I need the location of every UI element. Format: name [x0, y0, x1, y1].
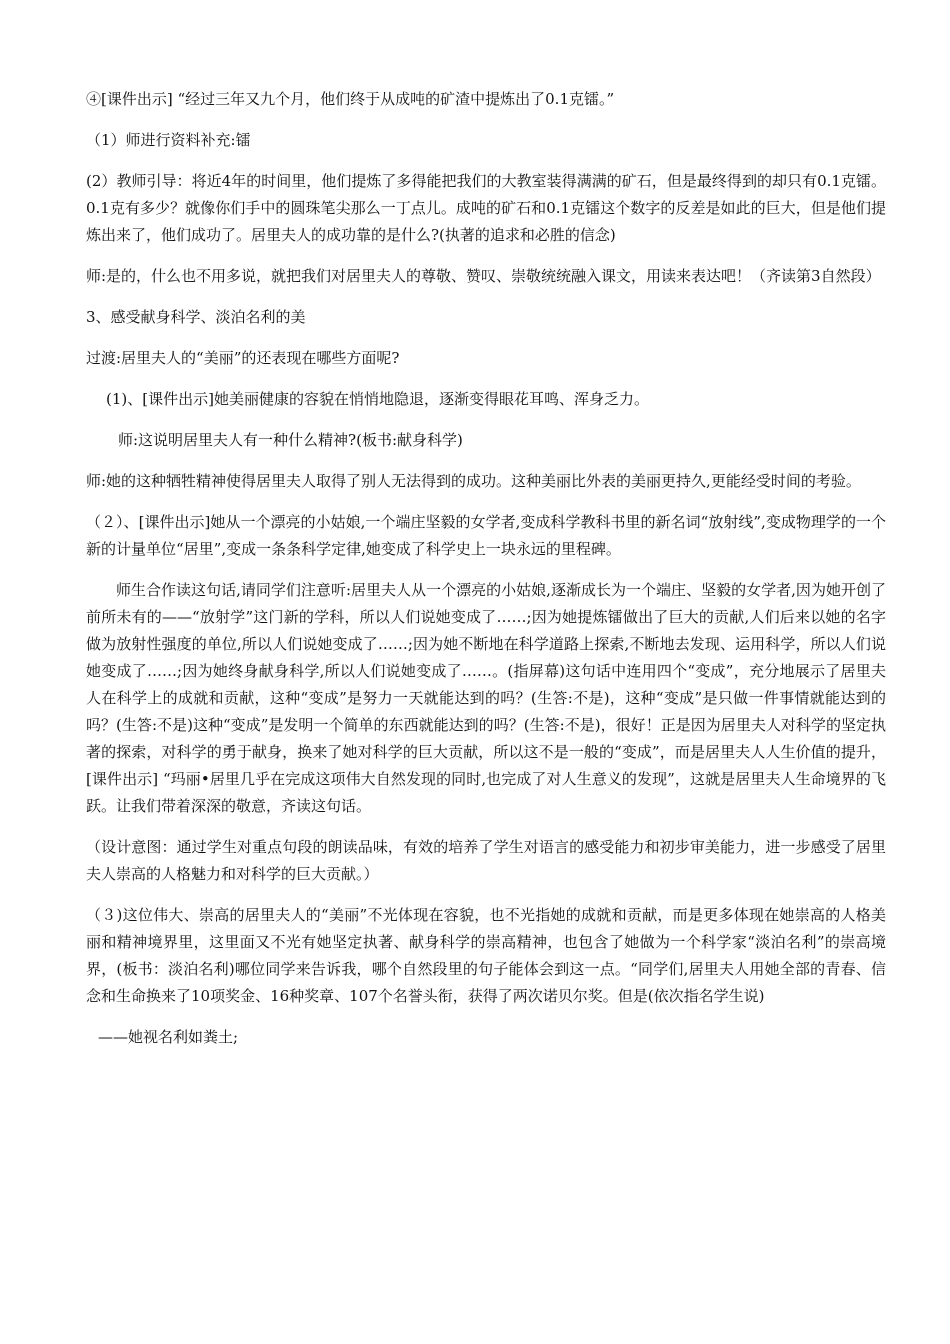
paragraph-courseware-radium: ④[课件出示] “经过三年又九个月，他们终于从成吨的矿渣中提炼出了0.1克镭。” [86, 90, 615, 108]
paragraph-fame-indifference: （３)这位伟大、崇高的居里夫人的“美丽”不光体现在容貌，也不光指她的成就和贡献，而是更多体现在她崇高的人格美丽和精神境界里，这里面又不光有她坚定执著、献身科学的崇高精神，也包含了她做为一个科学家“淡泊名利”的崇高境界，(板书：淡泊名利)哪位同学来告诉我，哪个自然段里的句子能体会到这一点。“同学们,居里夫人用她全部的青春、信念和生命换来了10项奖金、16种奖章、107个名誉头衔，获得了两次诺贝尔奖。但是(依次指名学生说) [86, 906, 886, 1005]
section-heading-dedication: 3、感受献身科学、淡泊名利的美 [86, 308, 306, 326]
paragraph-sacrifice: 师:她的这种牺牲精神使得居里夫人取得了别人无法得到的成功。这种美丽比外表的美丽更持久,更能经受时间的考验。 [86, 472, 861, 490]
paragraph-read-aloud: 师:是的，什么也不用多说，就把我们对居里夫人的尊敬、赞叹、崇敬统统融入课文，用读来表达吧！（齐读第3自然段） [86, 267, 881, 285]
document-page [86, 86, 886, 1065]
paragraph-cooperative-reading: 师生合作读这句话,请同学们注意听:居里夫人从一个漂亮的小姑娘,逐渐成长为一个端庄、坚毅的女学者,因为她开创了前所未有的——“放射学”这门新的学科，所以人们说她变成了……;因为她提炼镭做出了巨大的贡献,人们后来以她的名字做为放射性强度的单位,所以人们说她变成了……;因为她不断地在科学道路上探索,不断地去发现、运用科学，所以人们说她变成了……;因为她终身献身科学,所以人们说她变成了……。(指屏幕)这句话中连用四个“变成”，充分地展示了居里夫人在科学上的成就和贡献，这种“变成”是努力一天就能达到的吗？(生答:不是)，这种“变成”是只做一件事情就能达到的吗？(生答:不是)这种“变成”是发明一个简单的东西就能达到的吗？(生答:不是)，很好！正是因为居里夫人对科学的坚定执著的探索，对科学的勇于献身，换来了她对科学的巨大贡献，所以这不是一般的“变成”，而是居里夫人人生价值的提升，[课件出示] “玛丽•居里几乎在完成这项伟大自然发现的同时,也完成了对人生意义的发现”，这就是居里夫人生命境界的飞跃。让我们带着深深的敬意，齐读这句话。 [86, 581, 886, 815]
paragraph-transition: 过渡:居里夫人的“美丽”的还表现在哪些方面呢? [86, 349, 400, 367]
paragraph-courseware-milestone: （２）、[课件出示]她从一个漂亮的小姑娘,一个端庄坚毅的女学者,变成科学教科书里的新名词“放射线”,变成物理学的一个新的计量单位“居里”,变成一条条科学定律,她变成了科学史上一块永远的里程碑。 [86, 513, 886, 558]
paragraph-design-intent: （设计意图：通过学生对重点句段的朗读品味，有效的培养了学生对语言的感受能力和初步审美能力，进一步感受了居里夫人崇高的人格魅力和对科学的巨大贡献。） [86, 838, 886, 883]
paragraph-courseware-appearance: (1)、[课件出示]她美丽健康的容貌在悄悄地隐退，逐渐变得眼花耳鸣、浑身乏力。 [106, 390, 649, 408]
paragraph-fame-like-dirt: ——她视名利如粪土; [98, 1028, 239, 1046]
paragraph-teacher-supplement: （1）师进行资料补充:镭 [86, 131, 251, 149]
paragraph-spirit-question: 师:这说明居里夫人有一种什么精神?(板书:献身科学) [118, 431, 463, 449]
paragraph-teacher-guidance: (2）教师引导：将近4年的时间里，他们提炼了多得能把我们的大教室装得满满的矿石，但是最终得到的却只有0.1克镭。0.1克有多少？就像你们手中的圆珠笔尖那么一丁点儿。成吨的矿石和0.1克镭这个数字的反差是如此的巨大，但是他们提炼出来了，他们成功了。居里夫人的成功靠的是什么?(执著的追求和必胜的信念) [86, 172, 886, 244]
